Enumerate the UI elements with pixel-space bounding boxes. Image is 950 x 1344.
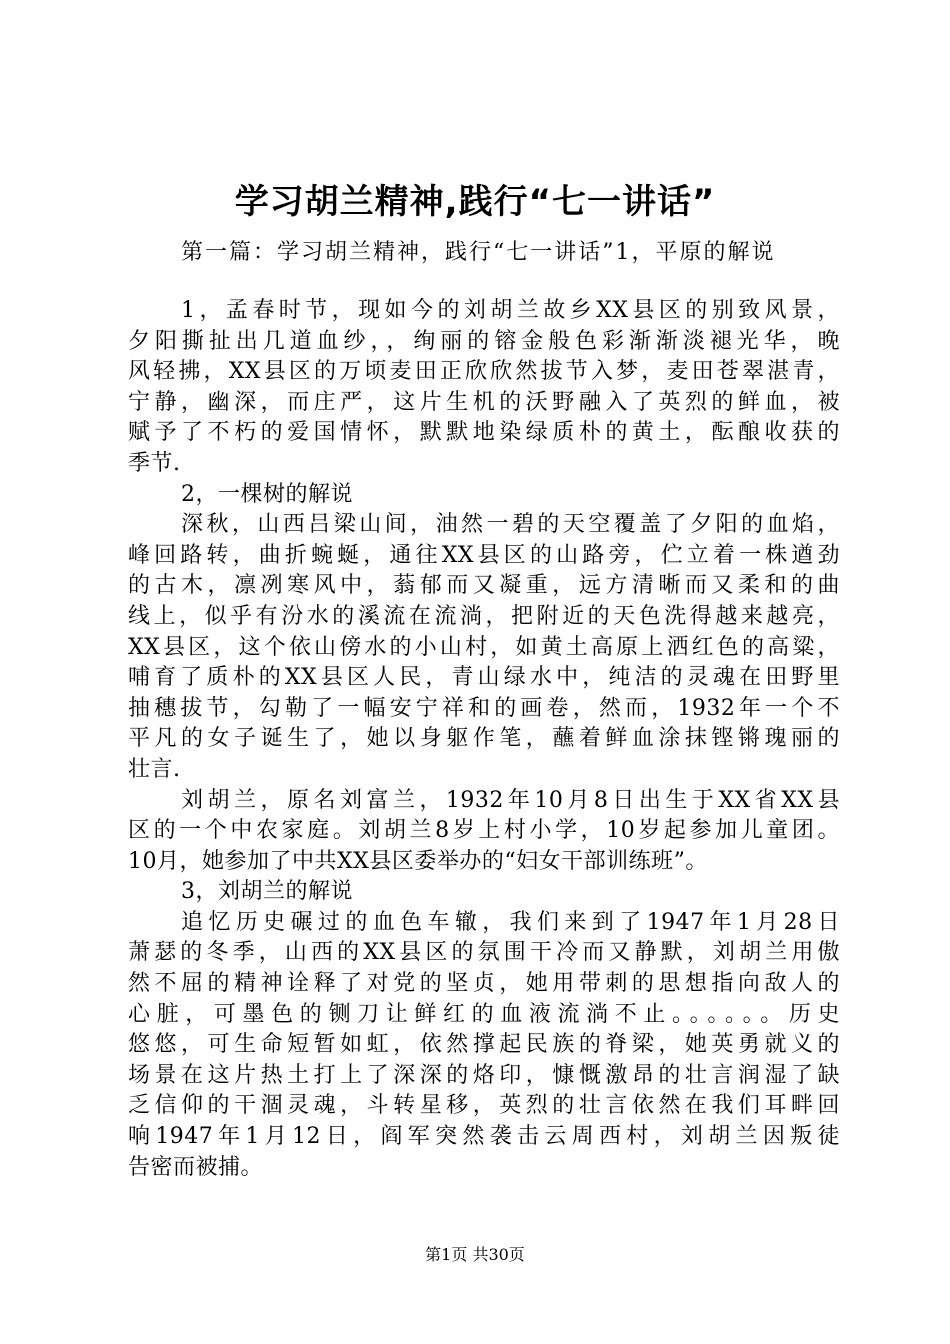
text-line: 区的一个中农家庭。刘胡兰8岁上村小学，10岁起参加儿童团。 xyxy=(128,818,840,844)
text-line: 壮言. xyxy=(128,756,181,782)
text-line: 宁静，幽深，而庄严，这片生机的沃野融入了英烈的鲜血，被 xyxy=(128,389,840,415)
text-line: 平凡的女子诞生了，她以身躯作笔，蘸着鲜血涂抹铿锵瑰丽的 xyxy=(128,726,840,752)
text-line: 的古木，凛冽寒风中，蓊郁而又凝重，远方清晰而又柔和的曲 xyxy=(128,573,840,599)
text-line: 峰回路转，曲折蜿蜒，通往XX县区的山路旁，伫立着一株遒劲 xyxy=(128,542,840,568)
text-line: 夕阳撕扯出几道血纱，，绚丽的镕金般色彩渐渐淡褪光华，晚 xyxy=(128,328,840,354)
text-line: 线上，似乎有汾水的溪流在流淌，把附近的天色洗得越来越亮， xyxy=(128,603,840,629)
section-heading: 2，一棵树的解说 xyxy=(181,481,353,507)
document-subtitle: 第一篇：学习胡兰精神，践行“七一讲话”1，平原的解说 xyxy=(181,240,776,265)
text-line: 心脏，可墨色的铡刀让鲜红的血液流淌不止。。。。。。历史 xyxy=(128,1001,840,1027)
text-line: 然不屈的精神诠释了对党的坚贞，她用带刺的思想指向敌人的 xyxy=(128,971,840,997)
text-line: 响1947年1月12日，阎军突然袭击云周西村，刘胡兰因叛徒 xyxy=(128,1124,840,1150)
text-line: 风轻拂，XX县区的万顷麦田正欣欣然拔节入梦，麦田苍翠湛青， xyxy=(128,359,840,385)
text-line: 乏信仰的干涸灵魂，斗转星移，英烈的壮言依然在我们耳畔回 xyxy=(128,1093,840,1119)
section-heading: 3，刘胡兰的解说 xyxy=(181,879,353,905)
text-line: 抽穗拔节，勾勒了一幅安宁祥和的画卷，然而，1932年一个不 xyxy=(128,695,840,721)
text-line: 场景在这片热土打上了深深的烙印，慷慨激昂的壮言润湿了缺 xyxy=(128,1062,840,1088)
text-line: 10月，她参加了中共XX县区委举办的“妇女干部训练班”。 xyxy=(128,848,708,874)
text-line: 追忆历史碾过的血色车辙，我们来到了1947年1月28日 xyxy=(181,909,840,935)
text-line: 哺育了质朴的XX县区人民，青山绿水中，纯洁的灵魂在田野里 xyxy=(128,665,840,691)
text-line: 季节. xyxy=(128,450,181,476)
text-line: 告密而被捕。 xyxy=(128,1154,264,1180)
page-footer: 第1页 共30页 xyxy=(425,1245,525,1264)
text-line: 悠悠，可生命短暂如虹，依然撑起民族的脊梁，她英勇就义的 xyxy=(128,1032,840,1058)
text-line: 1，孟春时节，现如今的刘胡兰故乡XX县区的别致风景， xyxy=(181,298,840,323)
document-title: 学习胡兰精神,践行“七一讲话” xyxy=(234,182,716,222)
text-line: XX县区，这个依山傍水的小山村，如黄土高原上洒红色的高粱， xyxy=(128,634,840,660)
text-line: 赋予了不朽的爱国情怀，默默地染绿质朴的黄土，酝酿收获的 xyxy=(128,420,840,446)
text-line: 深秋，山西吕梁山间，油然一碧的天空覆盖了夕阳的血焰， xyxy=(181,512,840,538)
text-line: 萧瑟的冬季，山西的XX县区的氛围干冷而又静默，刘胡兰用傲 xyxy=(128,940,840,966)
document-body xyxy=(128,296,840,1183)
text-line: 刘胡兰，原名刘富兰，1932年10月8日出生于XX省XX县 xyxy=(181,787,840,813)
